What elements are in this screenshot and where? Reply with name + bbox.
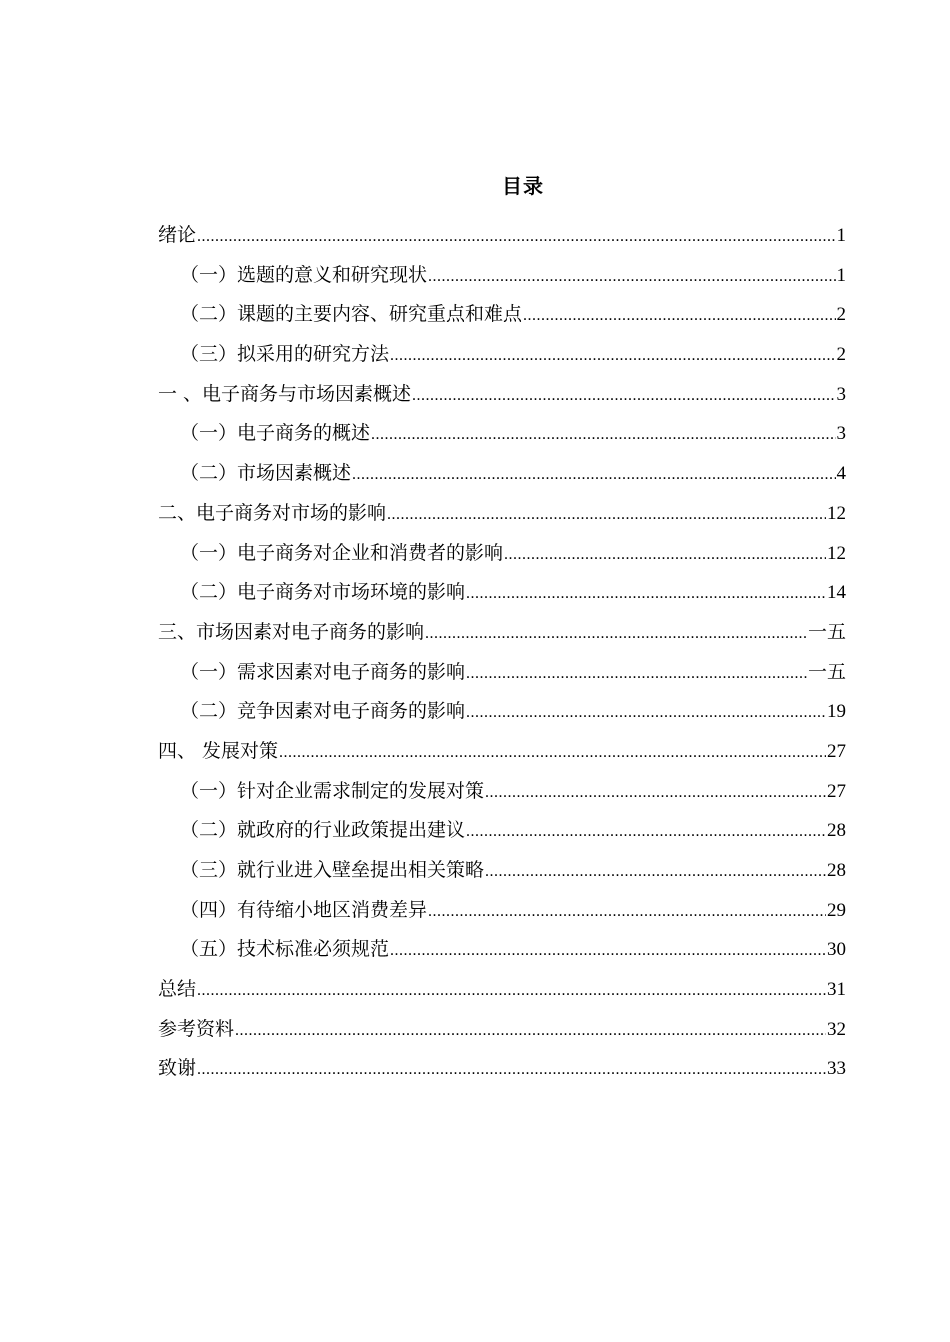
toc-entry-page-number: 1 [836,264,846,286]
toc-entry[interactable] [158,220,846,260]
toc-entry-page-number: 2 [836,304,846,326]
toc-entry-label: （二）市场因素概述 [180,462,352,485]
toc-leader-dots [390,341,835,371]
toc-entry-label: （三）就行业进入壁垒提出相关策略 [180,859,485,881]
toc-entry-page-number: 4 [836,463,846,485]
toc-entry-page-number: 14 [827,582,846,604]
toc-leader-dots [279,738,826,768]
toc-entry[interactable] [158,776,846,816]
toc-leader-dots [466,698,826,728]
toc-leader-dots [387,500,826,530]
toc-entry-page-number: 32 [827,1018,846,1040]
toc-entry[interactable] [158,379,846,419]
toc-entry-label: （二）竞争因素对电子商务的影响 [180,700,466,723]
toc-entry-label: （一）选题的意义和研究现状 [180,263,428,286]
toc-entry-page-number: 12 [827,542,846,564]
toc-entry-page-number: 29 [827,899,846,921]
toc-entry[interactable] [158,855,846,895]
toc-leader-dots [352,460,835,490]
toc-leader-dots [235,1016,826,1046]
toc-entry-label: 参考资料 [158,1017,235,1040]
toc-leader-dots [428,897,826,927]
toc-entry-page-number: 27 [827,780,846,802]
toc-entry-label: 三、市场因素对电子商务的影响 [158,620,425,643]
toc-title: 目录 [502,174,544,198]
toc-entry[interactable] [158,577,846,617]
toc-entry-page-number: 33 [827,1058,846,1080]
toc-entry[interactable] [158,458,846,498]
toc-entry[interactable] [158,1053,846,1093]
toc-entry-page-number: 一五 [807,621,846,643]
toc-leader-dots [371,420,835,450]
toc-entry-label: 一 、电子商务与市场因素概述 [158,382,412,405]
toc-leader-dots [466,659,807,689]
toc-entry[interactable] [158,736,846,776]
toc-entry-label: （三）拟采用的研究方法 [180,343,390,366]
toc-entry-page-number: 30 [827,939,846,961]
toc-entry-label: （一）电子商务对企业和消费者的影响 [180,541,504,564]
toc-entry-label: 四、 发展对策 [158,739,279,762]
toc-entry-label: （四）有待缩小地区消费差异 [180,898,428,921]
toc-entry-page-number: 12 [827,502,846,524]
toc-entry-page-number: 31 [827,979,846,1001]
table-of-contents [158,220,846,1093]
toc-entry-page-number: 28 [827,860,846,881]
toc-entry-label: 二、电子商务对市场的影响 [158,501,387,524]
toc-leader-dots [197,1055,826,1085]
toc-entry-label: （一）针对企业需求制定的发展对策 [180,779,485,802]
toc-entry-page-number: 2 [836,344,846,366]
toc-leader-dots [466,579,826,609]
toc-leader-dots [425,619,807,649]
toc-entry-label: （五）技术标准必须规范 [180,938,390,961]
toc-entry-page-number: 27 [827,740,846,762]
toc-entry[interactable] [158,895,846,935]
toc-entry-label: 致谢 [158,1057,197,1080]
toc-entry[interactable] [158,418,846,458]
toc-leader-dots [523,301,835,331]
toc-entry[interactable] [158,617,846,657]
toc-entry-page-number: 3 [836,423,846,445]
toc-entry[interactable] [158,299,846,339]
toc-entry-page-number: 28 [827,820,846,842]
toc-entry-page-number: 19 [827,701,846,723]
toc-leader-dots [412,381,835,411]
toc-leader-dots [485,778,826,808]
toc-entry-label: （二）就政府的行业政策提出建议 [180,819,466,842]
toc-entry[interactable] [158,657,846,697]
toc-leader-dots [466,817,826,847]
toc-leader-dots [197,222,835,252]
toc-entry-page-number: 1 [836,225,846,246]
toc-entry-label: 绪论 [158,224,197,246]
toc-entry[interactable] [158,1014,846,1054]
toc-entry-label: （二）课题的主要内容、研究重点和难点 [180,303,523,326]
toc-entry[interactable] [158,538,846,578]
toc-entry-label: （二）电子商务对市场环境的影响 [180,581,466,604]
toc-entry-label: 总结 [158,978,197,1001]
toc-leader-dots [428,262,835,292]
toc-entry-page-number: 3 [836,383,846,405]
toc-entry[interactable] [158,696,846,736]
toc-entry-label: （一）电子商务的概述 [180,422,371,445]
toc-entry-label: （一）需求因素对电子商务的影响 [180,660,466,683]
toc-entry[interactable] [158,815,846,855]
toc-entry-page-number: 一五 [807,661,846,683]
toc-entry[interactable] [158,498,846,538]
toc-leader-dots [485,857,826,887]
toc-entry[interactable] [158,260,846,300]
toc-entry[interactable] [158,339,846,379]
toc-leader-dots [197,976,826,1006]
toc-leader-dots [504,540,826,570]
toc-entry[interactable] [158,934,846,974]
toc-entry[interactable] [158,974,846,1014]
toc-leader-dots [390,936,826,966]
